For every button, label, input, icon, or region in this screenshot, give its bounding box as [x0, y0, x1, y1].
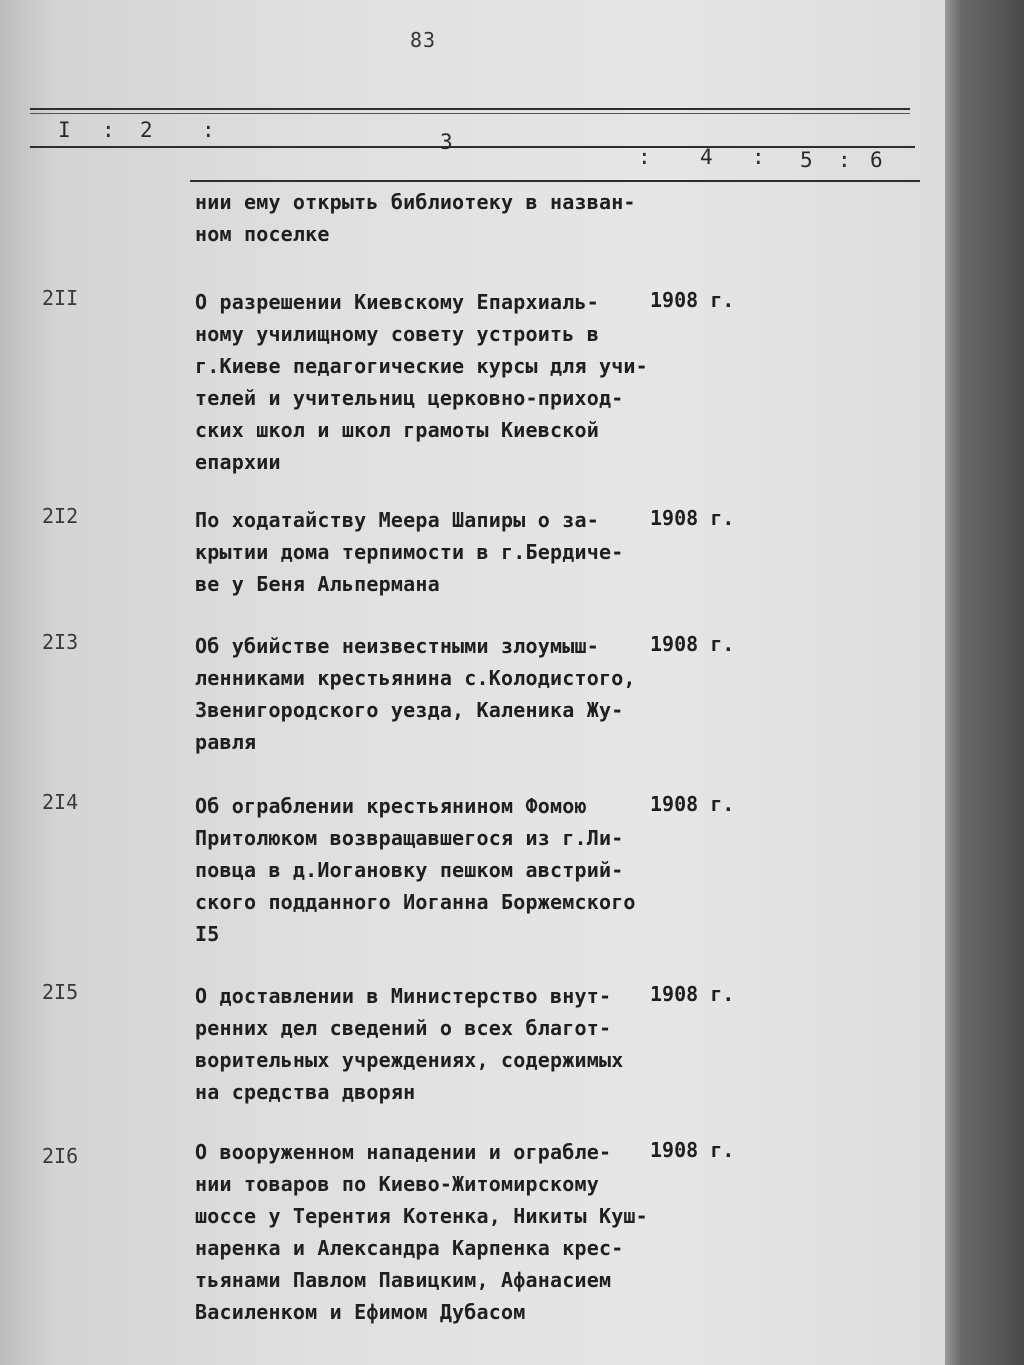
- entry-description: [195, 186, 645, 250]
- column-header-3: 3: [440, 130, 453, 154]
- entry-description: [195, 980, 645, 1108]
- column-header-4: 4: [700, 145, 713, 169]
- entry-number: 2I5: [42, 980, 79, 1004]
- description-line: Притолюком возвращавшегося из г.Ли-: [195, 826, 624, 850]
- entry-number: 2I6: [42, 1144, 79, 1168]
- entry-number: 2I2: [42, 504, 79, 528]
- header-bottom-rule: [190, 180, 920, 182]
- header-top-rule: [30, 108, 910, 110]
- column-separator: :: [838, 148, 851, 172]
- entry-number: 2I4: [42, 790, 79, 814]
- entry-date: 1908 г.: [650, 632, 735, 656]
- description-line: крытии дома терпимости в г.Бердиче-: [195, 540, 624, 564]
- entry-description: [195, 630, 645, 758]
- description-line: ве у Беня Альпермана: [195, 572, 440, 596]
- description-line: ном поселке: [195, 222, 330, 246]
- description-line: тьянами Павлом Павицким, Афанасием: [195, 1268, 612, 1292]
- entry-description: [195, 286, 648, 478]
- description-line: шоссе у Терентия Котенка, Никиты Куш-: [195, 1204, 648, 1228]
- entry-date: 1908 г.: [650, 792, 735, 816]
- entry-date: 1908 г.: [650, 506, 735, 530]
- page-number: 83: [410, 28, 437, 52]
- description-line: О доставлении в Министерство внут-: [195, 984, 612, 1008]
- description-line: на средства дворян: [195, 1080, 416, 1104]
- description-line: По ходатайству Меера Шапиры о за-: [195, 508, 599, 532]
- description-line: Об ограблении крестьянином Фомою: [195, 794, 587, 818]
- description-line: О разрешении Киевскому Епархиаль-: [195, 290, 599, 314]
- description-line: О вооруженном нападении и ограбле-: [195, 1140, 612, 1164]
- header-middle-rule: [30, 146, 915, 148]
- description-line: ворительных учреждениях, содержимых: [195, 1048, 624, 1072]
- column-header-2: 2: [140, 118, 153, 142]
- entry-description: [195, 504, 645, 600]
- entry-date: 1908 г.: [650, 982, 735, 1006]
- column-header-6: 6: [870, 148, 883, 172]
- entry-date: 1908 г.: [650, 288, 735, 312]
- column-header-5: 5: [800, 148, 813, 172]
- description-line: ских школ и школ грамоты Киевской: [195, 418, 599, 442]
- entry-date: 1908 г.: [650, 1138, 735, 1162]
- description-line: епархии: [195, 450, 281, 474]
- entry-number: 2I3: [42, 630, 79, 654]
- description-line: повца в д.Иогановку пешком австрий-: [195, 858, 624, 882]
- description-line: телей и учительниц церковно-приход-: [195, 386, 624, 410]
- column-header-1: I: [58, 118, 71, 142]
- description-line: равля: [195, 730, 257, 754]
- header-thin-rule: [30, 113, 910, 114]
- description-line: ленниками крестьянина с.Колодистого,: [195, 666, 636, 690]
- entry-description: [195, 790, 645, 950]
- description-line: наренка и Александра Карпенка крес-: [195, 1236, 624, 1260]
- column-separator: :: [638, 145, 651, 169]
- description-line: ренних дел сведений о всех благот-: [195, 1016, 612, 1040]
- entry-number: 2II: [42, 286, 79, 310]
- description-line: нии ему открыть библиотеку в назван-: [195, 190, 636, 214]
- description-line: I5: [195, 922, 220, 946]
- entry-description: [195, 1136, 648, 1328]
- description-line: ному училищному совету устроить в: [195, 322, 599, 346]
- page-edge-shadow: [945, 0, 1024, 1365]
- column-separator: :: [102, 118, 115, 142]
- description-line: Об убийстве неизвестными злоумыш-: [195, 634, 599, 658]
- description-line: Звенигородского уезда, Каленика Жу-: [195, 698, 624, 722]
- column-separator: :: [752, 145, 765, 169]
- description-line: Василенком и Ефимом Дубасом: [195, 1300, 526, 1324]
- column-separator: :: [202, 118, 215, 142]
- description-line: нии товаров по Киево-Житомирскому: [195, 1172, 599, 1196]
- description-line: ского подданного Иоганна Боржемского: [195, 890, 636, 914]
- description-line: г.Киеве педагогические курсы для учи-: [195, 354, 648, 378]
